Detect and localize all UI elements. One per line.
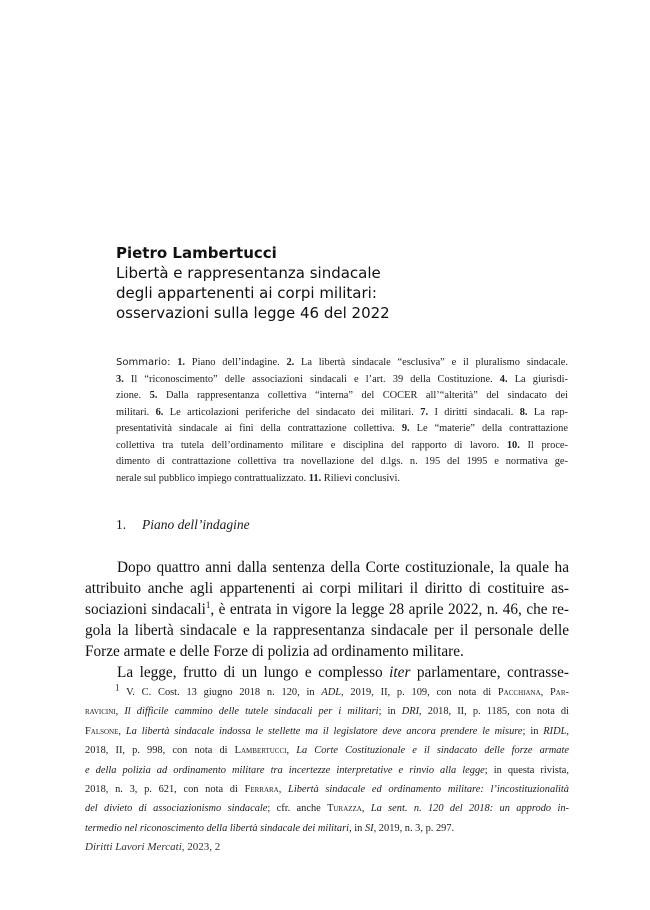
footnote-smallcaps: Turazza — [327, 803, 362, 815]
body-text-italic: iter — [389, 664, 411, 681]
footnote-text: ; cfr. anche — [267, 803, 328, 815]
footnote-italic: DRI — [401, 706, 420, 718]
summary-item-number: 2. — [286, 357, 295, 368]
footnote-italic: SI — [364, 822, 374, 834]
footnote-text: , 2019, II, p. 109, con nota di — [341, 687, 498, 698]
footnote-smallcaps: Pacchiana, Par- — [497, 687, 569, 698]
footnote-line — [85, 780, 569, 799]
section-heading — [116, 516, 568, 534]
article-header — [116, 243, 576, 323]
summary-item-text: La giurisdi- — [507, 373, 568, 385]
summary-line — [116, 355, 568, 372]
footnote-smallcaps: ravicini — [85, 706, 116, 718]
summary-item-number: 9. — [401, 423, 410, 434]
footnote-italic: Il difficile cammino delle tutele sindacali per i militari — [124, 706, 379, 718]
footnote-text: ; in — [522, 725, 544, 737]
body-line — [85, 662, 569, 683]
summary-item-text: nerale sul pubblico impiego contrattualizzato. — [116, 472, 309, 484]
body-line: Forze armate e delle Forze di polizia ad ordinamento militare. — [85, 643, 464, 660]
summary-item-number: 3. — [116, 373, 124, 385]
footnote-line — [85, 741, 569, 760]
body-text-fragment: sociazioni sindacali — [85, 601, 206, 618]
summary-item-text: presentatività sindacale ai fini della contrattazione collettiva. — [116, 423, 402, 434]
footnote-italic: e della polizia ad ordinamento militare tra incertezze interpretative e rinvio alla legge — [85, 764, 485, 776]
footnote-smallcaps: Ferrara — [244, 784, 279, 796]
footnotes — [85, 683, 569, 838]
body-text-fragment: parlamentare, contrasse- — [410, 664, 570, 681]
footnote-text: , — [115, 706, 125, 718]
summary-item-text: La rap- — [527, 406, 568, 418]
page-footer — [85, 840, 220, 854]
footnote-text: 2018, n. 3, p. 621, con nota di — [85, 784, 245, 796]
summary-label: Sommario: — [116, 357, 171, 368]
summary-item-number: 1. — [177, 357, 186, 368]
footnote-smallcaps: Lambertucci — [234, 745, 287, 757]
footnote-line — [85, 702, 569, 721]
journal-issue: , 2023, 2 — [181, 841, 221, 853]
summary-line — [116, 372, 568, 389]
summary-line — [116, 471, 568, 488]
body-text-fragment: La legge, frutto di un lungo e complesso — [117, 664, 390, 681]
footnote-text: ; in questa rivista, — [484, 764, 569, 776]
journal-name: Diritti Lavori Mercati — [85, 841, 182, 853]
footnote-italic: RIDL — [543, 725, 567, 737]
footnote-line — [85, 722, 569, 741]
body-line: Dopo quattro anni dalla sentenza della Corte costituzionale, la quale ha — [117, 559, 569, 576]
author-name: Pietro Lambertucci — [116, 244, 277, 262]
footnote-line — [85, 761, 569, 780]
summary-item-number: 10. — [506, 439, 520, 451]
footnote-text: , — [286, 745, 297, 757]
summary-line — [116, 438, 568, 455]
footnote-italic: del divieto di associazionismo sindacale — [85, 803, 268, 815]
summary — [116, 355, 568, 487]
footnote-smallcaps: Falsone — [85, 725, 119, 737]
footnote-italic: La libertà sindacale indossa le stellette ma il legislatore deve ancora prendere le misure — [125, 725, 523, 737]
body-line: attribuito anche agli appartenenti ai corpi militari il diritto di costituire as- — [85, 580, 569, 597]
body-text-fragment: , è entrata in vigore la legge 28 aprile 2022, n. 46, che re- — [210, 601, 569, 618]
summary-item-text: Dalla rappresentanza collettiva “interna” del COCER all’“alterità” del sindacato dei — [157, 390, 569, 401]
section-title: Piano dell’indagine — [142, 517, 250, 532]
body-line — [85, 599, 569, 620]
summary-item-text: Le articolazioni periferiche del sindacato dei militari. — [163, 406, 421, 418]
footnote-line — [85, 683, 569, 702]
article-title-line-2: degli appartenenti ai corpi militari: — [116, 284, 377, 302]
footnote-text: , — [566, 725, 569, 737]
footnote-text: , 2019, n. 3, p. 297. — [373, 822, 455, 834]
footnote-italic: La Corte Costituzionale e il sindacato delle forze armate — [296, 745, 570, 757]
article-title-line-1: Libertà e rappresentanza sindacale — [116, 264, 381, 282]
summary-item-text: Rilievi conclusivi. — [321, 472, 400, 484]
section-number: 1. — [116, 517, 127, 532]
summary-item-text: Le “materie” della contrattazione — [409, 423, 568, 434]
footnote-italic: ADL — [321, 687, 342, 698]
summary-item-text: zione. — [116, 390, 150, 401]
summary-item-text: I diritti sindacali. — [428, 406, 520, 418]
footnote-line — [85, 799, 569, 818]
footnote-italic: Libertà sindacale ed ordinamento militare: l’incostituzionalità — [288, 784, 570, 796]
summary-line — [116, 388, 568, 405]
article-title-line-3: osservazioni sulla legge 46 del 2022 — [116, 304, 390, 322]
footnote-reference[interactable]: 1 — [205, 599, 211, 610]
summary-item-text: Il “riconoscimento” delle associazioni sindacali e l’art. 39 della Costituzione. — [123, 373, 500, 385]
body-line: gola la libertà sindacale e la rappresentanza sindacale per il personale delle — [85, 622, 569, 639]
footnote-text: V. C. Cost. 13 giugno 2018 n. 120, in — [119, 687, 322, 698]
summary-item-number: 5. — [149, 390, 158, 401]
footnote-text: , — [361, 803, 371, 815]
footnote-text: , 2018, II, p. 1185, con nota di — [419, 706, 569, 718]
summary-item-number: 7. — [420, 406, 429, 418]
summary-item-number: 6. — [155, 406, 164, 418]
summary-item-text: dimento di contrattazione collettiva tra novellazione del d.lgs. n. 195 del 1995 e normativa ge- — [116, 456, 568, 467]
summary-item-text: Piano dell’indagine. — [185, 357, 287, 368]
footnote-text: , — [118, 725, 126, 737]
footnote-marker: 1 — [115, 682, 120, 693]
summary-item-text: collettiva tra tutela dell’ordinamento militare e disciplina del rapporto di lavoro. — [116, 439, 507, 451]
footnote-italic: La sent. n. 120 del 2018: un approdo in- — [370, 803, 569, 815]
summary-item-text: La libertà sindacale “esclusiva” e il pluralismo sindacale. — [294, 357, 568, 368]
summary-line — [116, 405, 568, 422]
summary-item-text: Il proce- — [519, 439, 569, 451]
footnote-text: 2018, II, p. 998, con nota di — [85, 745, 235, 757]
summary-item-number: 4. — [499, 373, 508, 385]
footnote-text: , in — [349, 822, 365, 834]
summary-line — [116, 421, 568, 438]
summary-item-number: 11. — [308, 472, 322, 484]
footnote-text: ; in — [378, 706, 402, 718]
body-text — [85, 557, 569, 683]
summary-line — [116, 454, 568, 471]
footnote-italic: termedio nel riconoscimento della libertà sindacale dei militari — [85, 822, 350, 834]
summary-item-text: militari. — [116, 406, 156, 418]
summary-item-number: 8. — [519, 406, 528, 418]
footnote-text: , — [278, 784, 289, 796]
footnote-line — [85, 819, 569, 838]
